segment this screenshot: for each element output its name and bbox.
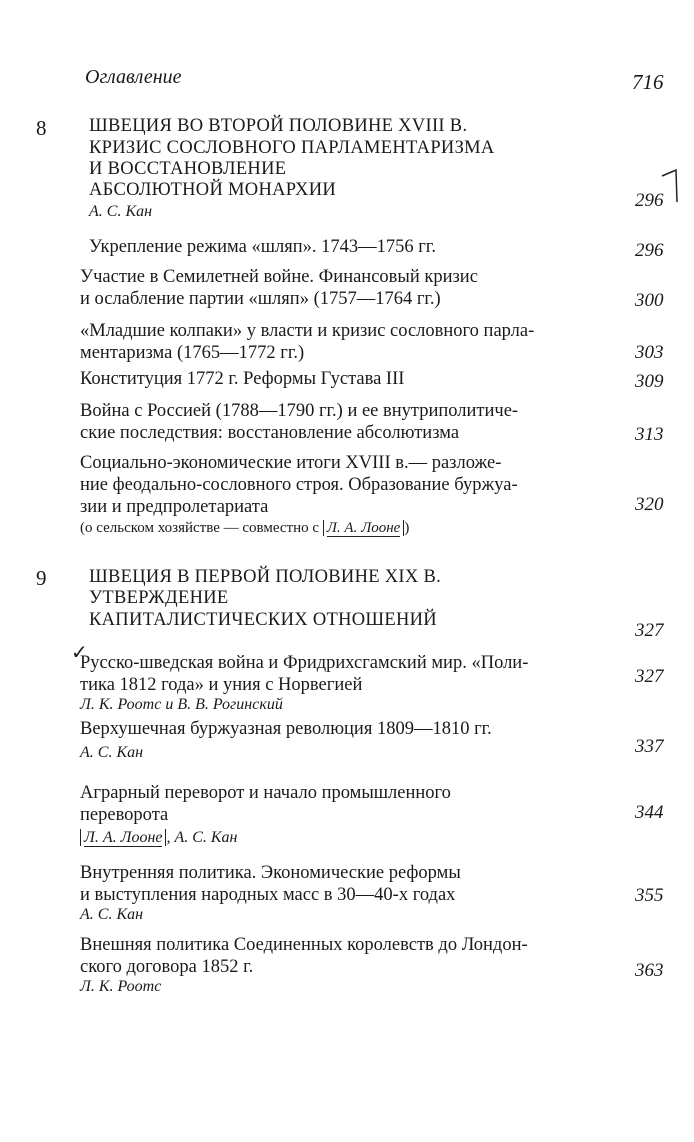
section-line: ские последствия: восстановление абсолютизма (80, 423, 460, 443)
chapter-title-line: АБСОЛЮТНОЙ МОНАРХИИ (89, 180, 337, 200)
handwritten-check-mark: ✓ (71, 642, 88, 664)
section-author: Л. К. Роотс (80, 978, 162, 995)
section-line: ментаризма (1765—1772 гг.) (80, 343, 305, 363)
section-page: 303 (635, 342, 664, 363)
chapter-title-line: КАПИТАЛИСТИЧЕСКИХ ОТНОШЕНИЙ (89, 610, 437, 630)
section-line: Война с Россией (1788—1790 гг.) и ее внутриполитиче- (80, 401, 519, 421)
section-page: 296 (635, 240, 664, 261)
section-line: «Младшие колпаки» у власти и кризис сословного парла- (80, 321, 535, 341)
section-line: Внешняя политика Соединенных королевств до Лондон- (80, 935, 528, 955)
section-page: 363 (635, 960, 664, 981)
section-page: 313 (635, 424, 664, 445)
section-author: А. С. Кан (80, 744, 144, 761)
section-line: переворота (80, 805, 169, 825)
chapter-title-line: ШВЕЦИЯ В ПЕРВОЙ ПОЛОВИНЕ XIX В. (89, 567, 442, 587)
chapter-title-line: УТВЕРЖДЕНИЕ (89, 588, 229, 608)
coauthor-note-suffix: ) (404, 520, 410, 536)
section-line: Социально-экономические итоги XVIII в.— разложе- (80, 453, 502, 473)
section-line: ние феодально-сословного строя. Образование буржуа- (80, 475, 518, 495)
chapter-title-line: ШВЕЦИЯ ВО ВТОРОЙ ПОЛОВИНЕ XVIII В. (89, 116, 468, 136)
section-line: Конституция 1772 г. Реформы Густава III (80, 369, 405, 389)
section-page: 327 (635, 666, 664, 687)
section-line: Аграрный переворот и начало промышленного (80, 783, 451, 803)
section-page: 309 (635, 371, 664, 392)
section-author: Л. К. Роотс и В. В. Рогинский (80, 696, 283, 713)
section-page: 344 (635, 802, 664, 823)
boxed-author-name: Л. А. Лооне (80, 829, 166, 846)
section-page: 320 (635, 494, 664, 515)
chapter-title-line: КРИЗИС СОСЛОВНОГО ПАРЛАМЕНТАРИЗМА (89, 138, 495, 158)
handwritten-bracket-mark (660, 166, 682, 206)
section-line: и ослабление партии «шляп» (1757—1764 гг.) (80, 289, 441, 309)
section-line: ского договора 1852 г. (80, 957, 254, 977)
chapter-number: 9 (36, 566, 47, 590)
section-page: 300 (635, 290, 664, 311)
coauthor-note-prefix: (о сельском хозяйстве — совместно с (80, 520, 320, 536)
section-page: 355 (635, 885, 664, 906)
section-author (80, 829, 238, 847)
running-header-title: Оглавление (85, 66, 182, 88)
section-author: А. С. Кан (80, 906, 144, 923)
chapter-author: А. С. Кан (89, 203, 153, 220)
section-line: зии и предпролетариата (80, 497, 269, 517)
chapter-page: 296 (635, 190, 664, 211)
section-line: Русско-шведская война и Фридрихсгамский мир. «Поли- (80, 653, 529, 673)
author-suffix: , А. С. Кан (166, 829, 238, 846)
section-line: Внутренняя политика. Экономические реформы (80, 863, 461, 883)
chapter-title-line: И ВОССТАНОВЛЕНИЕ (89, 159, 287, 179)
section-line: Укрепление режима «шляп». 1743—1756 гг. (89, 237, 436, 257)
section-line: Верхушечная буржуазная революция 1809—1810 гг. (80, 719, 492, 739)
section-line: Участие в Семилетней войне. Финансовый кризис (80, 267, 478, 287)
section-page: 337 (635, 736, 664, 757)
section-line: и выступления народных масс в 30—40-х годах (80, 885, 456, 905)
boxed-author-name: Л. А. Лооне (323, 520, 405, 536)
coauthor-note (80, 520, 409, 537)
chapter-page: 327 (635, 620, 664, 641)
running-header-page: 716 (632, 70, 664, 94)
section-line: тика 1812 года» и уния с Норвегией (80, 675, 363, 695)
chapter-number: 8 (36, 116, 47, 140)
